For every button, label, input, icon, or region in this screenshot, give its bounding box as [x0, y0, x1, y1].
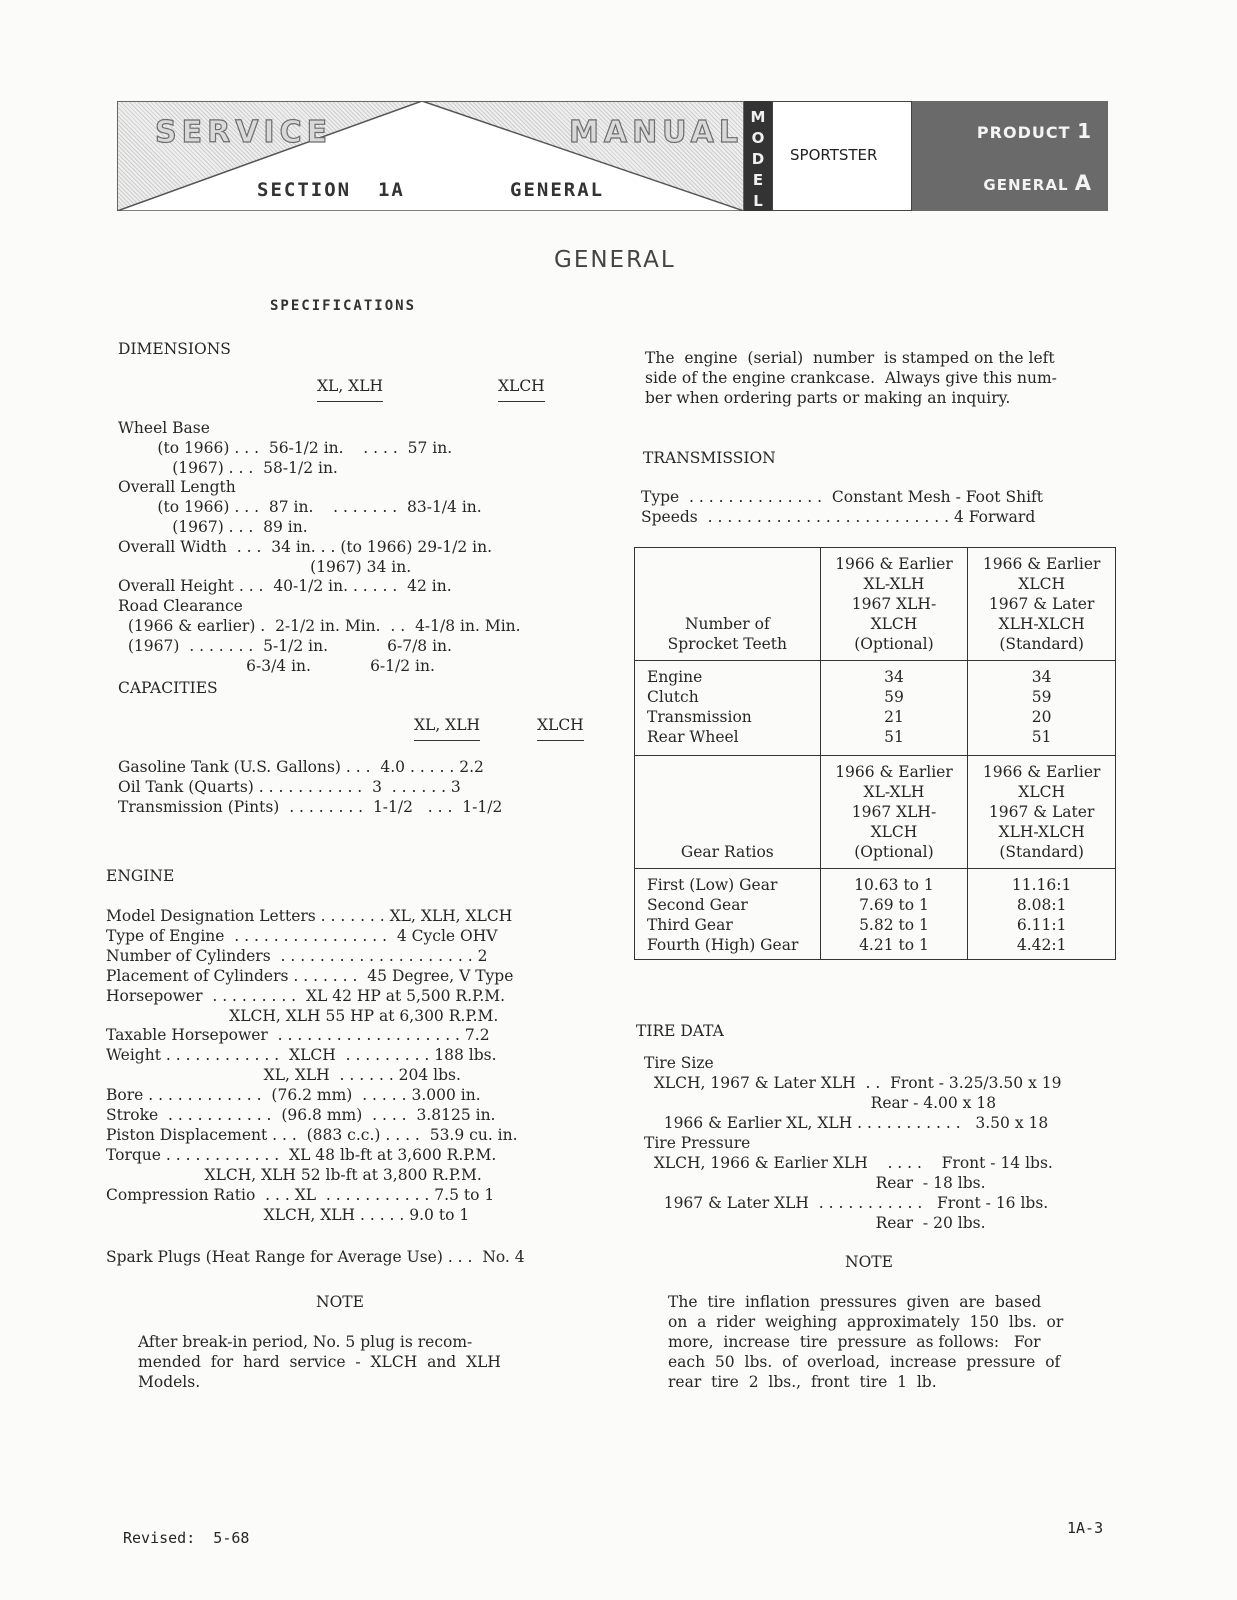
engine-spec-line: Taxable Horsepower . . . . . . . . . . . . . . . . . . . 7.2 [106, 1026, 490, 1045]
gear-value: 4.21 to 1 [859, 936, 929, 954]
revised-date: Revised: 5-68 [123, 1529, 250, 1547]
gear-row-name: First (Low) Gear [647, 876, 778, 894]
gear-col1-header [820, 756, 968, 869]
engine-spec-line: Placement of Cylinders . . . . . . . 45 Degree, V Type [106, 966, 514, 985]
note-right-line: rear tire 2 lbs., front tire 1 lb. [668, 1373, 937, 1391]
model-letter-m: M [750, 108, 766, 126]
header-line: 1966 & Earlier [982, 763, 1101, 781]
model-vertical-label [744, 101, 772, 211]
dimension-line: (to 1966) . . . 56-1/2 in. . . . . 57 in. [118, 438, 453, 457]
model-letter-e: E [752, 171, 764, 189]
gear-col2-header [968, 756, 1116, 869]
transmission-table [634, 547, 1116, 960]
capacities-col2-header [537, 716, 584, 741]
dimension-line: (1967) . . . 58-1/2 in. [118, 458, 338, 477]
spark-plugs-line: Spark Plugs (Heat Range for Average Use) . . . No. 4 [106, 1248, 525, 1266]
header-line: 1966 & Earlier [982, 555, 1101, 573]
sprocket-value: 51 [1031, 728, 1052, 746]
capacities-col2-text: XLCH [537, 716, 584, 741]
dimensions-col2-text: XLCH [498, 377, 545, 402]
capacity-line: Transmission (Pints) . . . . . . . . 1-1/2 . . . 1-1/2 [118, 798, 503, 816]
note-right-line: on a rider weighing approximately 150 lbs. or [668, 1313, 1064, 1331]
product-box [912, 101, 1108, 211]
transmission-heading: TRANSMISSION [643, 449, 776, 467]
note-left-line: mended for hard service - XLCH and XLH [138, 1353, 501, 1371]
model-letter-o: O [751, 129, 765, 147]
sprocket-col1-header [820, 548, 968, 661]
gear-value: 7.69 to 1 [859, 896, 929, 914]
header-line: XLH-XLCH [998, 823, 1085, 841]
engine-spec-line: Piston Displacement . . . (883 c.c.) . . . . 53.9 cu. in. [106, 1125, 518, 1144]
dimension-line: (to 1966) . . . 87 in. . . . . . . . 83-1/4 in. [118, 498, 482, 517]
engine-spec-line: Number of Cylinders . . . . . . . . . . . . . . . . . . . . 2 [106, 946, 488, 965]
header-banner [117, 101, 1108, 211]
sprocket-value: 59 [884, 688, 904, 706]
header-line: (Optional) [854, 635, 934, 653]
sprocket-value: 34 [1031, 668, 1052, 686]
dimensions-heading: DIMENSIONS [118, 340, 231, 358]
engine-spec-line: XLCH, XLH . . . . . 9.0 to 1 [106, 1205, 470, 1224]
header-line: (Standard) [999, 635, 1084, 653]
transmission-speeds: Speeds . . . . . . . . . . . . . . . . . . . . . . . . . 4 Forward [641, 508, 1036, 526]
dimensions-col2-header [498, 377, 545, 402]
dimension-line: Road Clearance [118, 597, 243, 616]
header-line: 1966 & Earlier [835, 763, 953, 781]
capacity-line: Gasoline Tank (U.S. Gallons) . . . 4.0 . . . . . 2.2 [118, 758, 484, 776]
model-name-box [772, 101, 912, 211]
dimensions-col1-header [317, 377, 383, 402]
header-line: XLCH [1018, 783, 1065, 801]
gear-col2-values [968, 869, 1116, 960]
header-line: XL-XLH [863, 783, 925, 801]
service-word: SERVICE [155, 115, 333, 150]
note-right-heading: NOTE [845, 1253, 893, 1271]
tire-data-line: XLCH, 1967 & Later XLH . . Front - 3.25/3.50 x 19 [644, 1074, 1062, 1092]
sprocket-label-line: Number of [684, 615, 770, 633]
page-number: 1A-3 [1067, 1519, 1104, 1537]
engine-spec-line: XL, XLH . . . . . . 204 lbs. [106, 1066, 461, 1085]
manual-word: MANUAL [569, 115, 743, 150]
capacities-col1-text: XL, XLH [414, 716, 480, 741]
dimensions-col1-text: XL, XLH [317, 377, 383, 402]
sprocket-names-cell [635, 661, 821, 756]
engine-spec-line: Bore . . . . . . . . . . . . (76.2 mm) . . . . . 3.000 in. [106, 1086, 481, 1105]
engine-spec-line: XLCH, XLH 55 HP at 6,300 R.P.M. [106, 1006, 499, 1025]
product-label-text: PRODUCT [976, 123, 1071, 142]
dimension-line: (1967) . . . 89 in. [118, 518, 308, 536]
engine-spec-line: Horsepower . . . . . . . . . XL 42 HP at 5,500 R.P.M. [106, 986, 506, 1005]
section-label-text: SECTION [257, 179, 352, 201]
gear-value: 4.42:1 [1016, 936, 1067, 954]
gear-values-row [635, 869, 1116, 960]
gear-value: 10.63 to 1 [854, 876, 934, 894]
header-line: (Standard) [999, 843, 1084, 861]
sprocket-value: 21 [884, 708, 904, 726]
sprocket-value: 51 [884, 728, 904, 746]
tire-data-line: Tire Size [644, 1054, 714, 1072]
tire-data-line: XLCH, 1966 & Earlier XLH . . . . Front - 14 lbs. [644, 1154, 1053, 1172]
tire-data-line: Rear - 20 lbs. [644, 1214, 986, 1232]
tire-data-heading: TIRE DATA [636, 1022, 724, 1040]
gear-value: 8.08:1 [1016, 896, 1067, 914]
transmission-type: Type . . . . . . . . . . . . . . Constant Mesh - Foot Shift [641, 488, 1043, 506]
gear-header-row [635, 756, 1116, 869]
header-line: XL-XLH [863, 575, 925, 593]
note-left-line: Models. [138, 1373, 201, 1391]
sprocket-value: 20 [1031, 708, 1052, 726]
header-line: 1967 & Later [988, 595, 1095, 613]
header-line: XLH-XLCH [998, 615, 1085, 633]
serial-line: side of the engine crankcase. Always give this num- [645, 369, 1057, 387]
sprocket-row-name: Clutch [647, 688, 699, 706]
sprocket-values-row [635, 661, 1116, 756]
gear-label-cell [635, 756, 821, 869]
header-line: 1967 XLH- [851, 595, 937, 613]
product-number: 1 [1077, 119, 1092, 143]
header-line: XLCH [870, 615, 918, 633]
serial-line: The engine (serial) number is stamped on the left [645, 349, 1055, 367]
sprocket-col2-header [968, 548, 1116, 661]
header-line: 1967 XLH- [851, 803, 937, 821]
engine-spec-line: XLCH, XLH 52 lb-ft at 3,800 R.P.M. [106, 1165, 482, 1184]
note-right-line: more, increase tire pressure as follows: For [668, 1333, 1041, 1351]
header-line: XLCH [870, 823, 918, 841]
gear-col1-values [820, 869, 968, 960]
general-letter: A [1074, 171, 1092, 195]
sprocket-col2-values [968, 661, 1116, 756]
product-label [977, 119, 1092, 143]
dimension-line: (1967) . . . . . . . 5-1/2 in. 6-7/8 in. [118, 636, 452, 655]
header-line: XLCH [1018, 575, 1065, 593]
capacities-col1-header [414, 716, 480, 741]
dimension-line: Overall Width . . . 34 in. . . (to 1966) 29-1/2 in. [118, 537, 493, 556]
gear-row-name: Fourth (High) Gear [647, 936, 799, 954]
sprocket-header-row [635, 548, 1116, 661]
tire-data-line: 1966 & Earlier XL, XLH . . . . . . . . . . . 3.50 x 18 [644, 1114, 1049, 1132]
sprocket-row-name: Engine [647, 668, 703, 686]
sprocket-row-name: Transmission [647, 708, 752, 726]
engine-spec-line: Torque . . . . . . . . . . . . XL 48 lb-ft at 3,600 R.P.M. [106, 1145, 497, 1164]
engine-spec-line: Type of Engine . . . . . . . . . . . . . . . . 4 Cycle OHV [106, 926, 498, 945]
sprocket-value: 34 [884, 668, 904, 686]
model-letter-l: L [753, 192, 763, 210]
note-left-heading: NOTE [316, 1293, 364, 1311]
tire-data-line: 1967 & Later XLH . . . . . . . . . . . Front - 16 lbs. [644, 1194, 1049, 1212]
dimension-line: Wheel Base [118, 419, 210, 437]
section-name: GENERAL [510, 179, 605, 201]
engine-spec-line: Model Designation Letters . . . . . . . XL, XLH, XLCH [106, 907, 513, 925]
gear-label: Gear Ratios [680, 843, 774, 861]
page-title: GENERAL [554, 247, 676, 273]
dimension-line: Overall Height . . . 40-1/2 in. . . . . . 42 in. [118, 577, 452, 596]
sprocket-label-cell [635, 548, 821, 661]
model-name: SPORTSTER [790, 146, 878, 164]
sprocket-label-line: Sprocket Teeth [667, 635, 788, 653]
engine-heading: ENGINE [106, 867, 175, 885]
engine-spec-line: Compression Ratio . . . XL . . . . . . . . . . . 7.5 to 1 [106, 1185, 495, 1204]
header-line: 1967 & Later [988, 803, 1095, 821]
note-right-line: each 50 lbs. of overload, increase pressure of [668, 1353, 1061, 1371]
dimension-line: Overall Length [118, 478, 236, 497]
engine-spec-line: Weight . . . . . . . . . . . . XLCH . . . . . . . . . 188 lbs. [106, 1046, 497, 1065]
specifications-title: SPECIFICATIONS [270, 298, 417, 314]
sprocket-col1-values [820, 661, 968, 756]
general-label-text: GENERAL [983, 176, 1069, 194]
gear-row-name: Second Gear [647, 896, 748, 914]
header-line: (Optional) [854, 843, 934, 861]
section-number: 1A [377, 179, 405, 201]
gear-value: 6.11:1 [1016, 916, 1067, 934]
capacity-line: Oil Tank (Quarts) . . . . . . . . . . . 3 . . . . . . 3 [118, 778, 461, 796]
sprocket-row-name: Rear Wheel [647, 728, 739, 746]
tire-data-line: Rear - 18 lbs. [644, 1174, 986, 1192]
section-label [257, 179, 405, 201]
note-left-line: After break-in period, No. 5 plug is recom- [138, 1333, 473, 1351]
gear-names-cell [635, 869, 821, 960]
general-label [983, 171, 1092, 195]
dimension-line: (1967) 34 in. [118, 557, 412, 576]
tire-data-line: Tire Pressure [644, 1134, 751, 1152]
model-letter-d: D [751, 150, 765, 168]
engine-spec-line: Stroke . . . . . . . . . . . (96.8 mm) . . . . 3.8125 in. [106, 1106, 496, 1124]
tire-data-line: Rear - 4.00 x 18 [644, 1094, 997, 1112]
capacities-heading: CAPACITIES [118, 679, 218, 697]
dimension-line: 6-3/4 in. 6-1/2 in. [118, 656, 435, 675]
header-line: 1966 & Earlier [835, 555, 953, 573]
gear-row-name: Third Gear [647, 916, 733, 934]
dimension-line: (1966 & earlier) . 2-1/2 in. Min. . . 4-1/8 in. Min. [118, 617, 521, 635]
note-right-line: The tire inflation pressures given are based [668, 1293, 1042, 1311]
sprocket-value: 59 [1031, 688, 1052, 706]
serial-line: ber when ordering parts or making an inquiry. [645, 389, 1011, 407]
gear-value: 11.16:1 [1011, 876, 1072, 894]
gear-value: 5.82 to 1 [859, 916, 929, 934]
